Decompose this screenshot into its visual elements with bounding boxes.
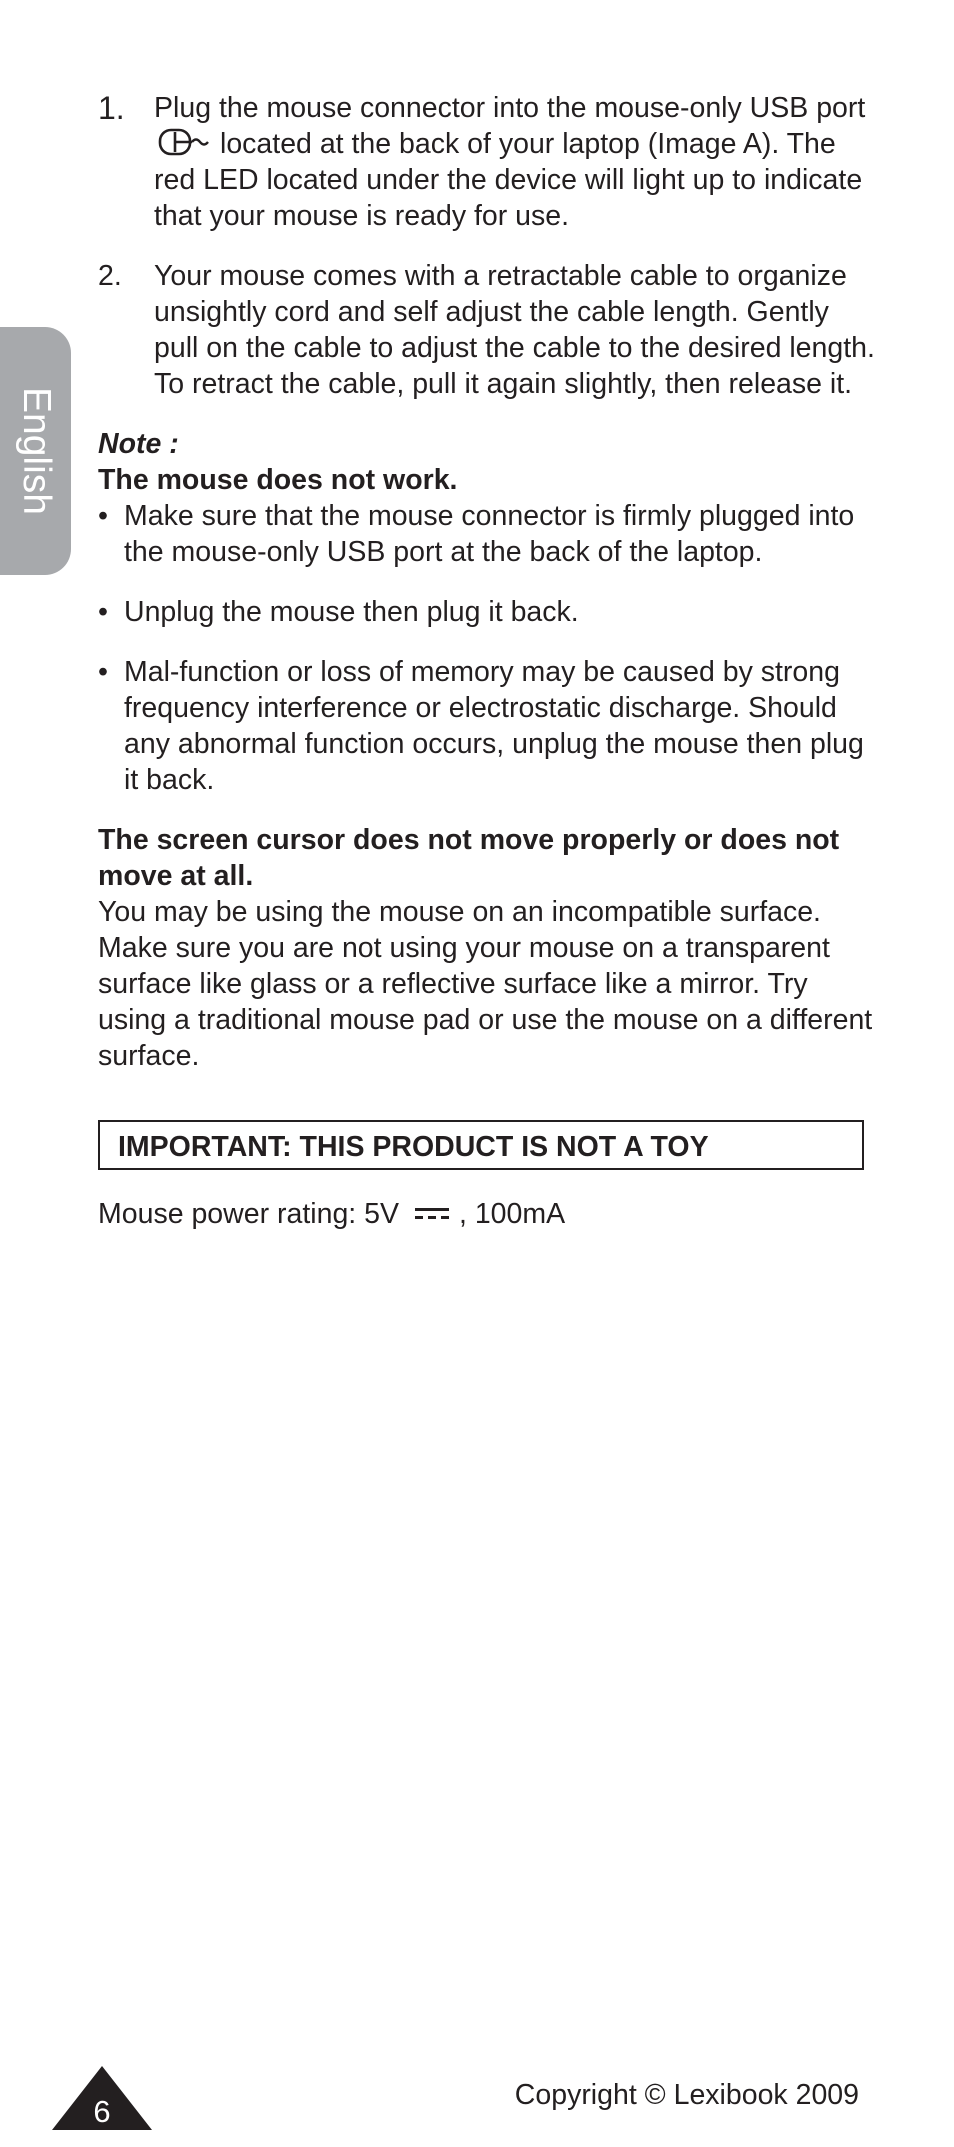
main-content xyxy=(98,90,878,1232)
step-2 xyxy=(98,258,878,402)
step-number: 2. xyxy=(98,260,122,292)
bullet-text: Unplug the mouse then plug it back. xyxy=(124,596,579,628)
bullet-icon: • xyxy=(98,656,108,688)
bullet-text: Mal-function or loss of memory may be caused by strong frequency interference or electrostatic discharge. Should any abnormal function occurs, unplug the mouse then plug it back. xyxy=(124,656,864,796)
dc-symbol-icon xyxy=(413,1207,453,1221)
copyright: Copyright © Lexibook 2009 xyxy=(514,2079,859,2111)
step-number: 1. xyxy=(98,90,125,126)
power-label: Mouse power rating: 5V xyxy=(98,1198,399,1230)
list-item xyxy=(98,654,878,798)
problem-heading: The screen cursor does not move properly or does not move at all. xyxy=(98,824,840,892)
step-text: Plug the mouse connector into the mouse-only USB port xyxy=(154,92,866,124)
step-1 xyxy=(98,90,878,234)
bullet-icon: • xyxy=(98,500,108,532)
usb-mouse-port-icon xyxy=(158,128,222,158)
list-item xyxy=(98,594,878,630)
power-rest: , 100mA xyxy=(459,1198,566,1230)
page-number: 6 xyxy=(93,2094,111,2129)
power-rating xyxy=(98,1196,878,1232)
note-label: Note : xyxy=(98,428,179,460)
step-text-continued: located at the back of your laptop (Image A). The red LED located under the device will light up to indicate that your mouse is ready for use. xyxy=(154,128,863,232)
language-tab xyxy=(0,327,71,575)
step-text: Your mouse comes with a retractable cable to organize unsightly cord and self adjust the cable length. Gently pull on the cable to adjust the cable to the desired length. To retract the cable, pull it again slightly, then release it. xyxy=(154,260,875,400)
list-item xyxy=(98,498,878,570)
problem-heading: The mouse does not work. xyxy=(98,464,458,496)
bullet-icon: • xyxy=(98,596,108,628)
language-tab-label: English xyxy=(14,387,58,515)
problem-text: You may be using the mouse on an incompatible surface. Make sure you are not using your mouse on a transparent surface like glass or a reflective surface like a mirror. Try using a traditional mouse pad or use the mouse on a different surface. xyxy=(98,896,873,1072)
important-notice: IMPORTANT: THIS PRODUCT IS NOT A TOY xyxy=(98,1120,864,1170)
bullet-text: Make sure that the mouse connector is firmly plugged into the mouse-only USB port at the back of the laptop. xyxy=(124,500,855,568)
